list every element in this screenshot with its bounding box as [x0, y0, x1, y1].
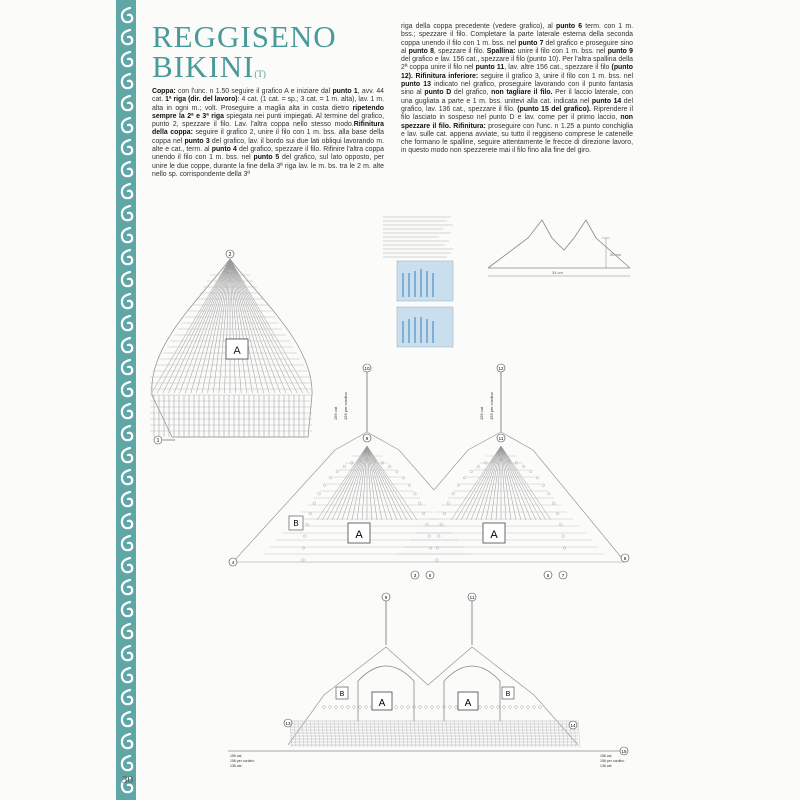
- chart-2-edge-stitch: [428, 535, 431, 538]
- chart-3-band-stitch: [458, 721, 460, 747]
- chart-3-band-stitch: [394, 721, 396, 747]
- col1-text-run: con l'unc. n 1.50 seguire il grafico A e iniziare dal: [175, 88, 333, 95]
- chart-2-cup-row: [456, 446, 501, 520]
- chart-3-band-stitch: [398, 721, 400, 747]
- chart-3-band-stitch: [498, 721, 500, 747]
- chart-3-edge-stitch: [431, 706, 434, 709]
- chart-2-edge-stitch: [542, 484, 545, 487]
- col2-bold-run: Spallina:: [486, 47, 516, 55]
- chart-2-edge-stitch: [447, 502, 450, 505]
- wave-swirl: [122, 316, 132, 330]
- wave-swirl: [122, 140, 132, 154]
- chart-3-band-stitch: [538, 721, 540, 747]
- col2-bold-run: (punto 15 del grafico).: [517, 105, 591, 113]
- chart-2-edge-stitch: [443, 512, 446, 515]
- chart-3-band-stitch: [542, 721, 544, 747]
- col2-text-run: Riprendere il filo lasciato in sospeso nel punto D e lav. come per il primo laccio,: [401, 105, 633, 122]
- col2-text-run: del grafico e lav. 156 cat., spezzare il filo (punto 10). Per l'altra spallina della 2ª coppa unire il filo nel: [401, 56, 633, 72]
- col2-text-run: del grafico, lav. 136 cat., spezzare il filo.: [401, 97, 633, 113]
- chart-2-edge-stitch: [408, 484, 411, 487]
- wave-swirl: [122, 580, 132, 594]
- wave-swirl: [122, 690, 132, 704]
- chart-3-edge-stitch: [503, 706, 506, 709]
- chart-a-row: [185, 259, 230, 393]
- wave-swirl: [122, 30, 132, 44]
- chart-3-band-stitch: [358, 721, 360, 747]
- chart-2-edge-stitch: [336, 470, 339, 473]
- col2-bold-run: punto 13: [401, 81, 431, 89]
- title-suffix: (T): [254, 69, 266, 79]
- chain-label-156-per-cordino-right: 156 per cordino: [489, 392, 494, 420]
- col1-bold-run: ripetendo sempre la 2ª e 3ª riga: [152, 104, 384, 120]
- point-2-marker: 2: [228, 252, 232, 258]
- chart-3-band-stitch: [326, 721, 328, 747]
- bottom-chain-label-right-2: 156 per cordino: [600, 759, 625, 763]
- col2-bold-run: punto 14: [591, 97, 622, 105]
- chart-3-band-stitch: [354, 721, 356, 747]
- chart-3-band-stitch: [338, 721, 340, 747]
- chart-3-band-stitch: [418, 721, 420, 747]
- wave-swirl: [122, 756, 132, 770]
- chart-3-band-stitch: [438, 721, 440, 747]
- chart-2-edge-stitch: [304, 535, 307, 538]
- wave-swirl: [122, 52, 132, 66]
- stitch-legend: [381, 213, 459, 353]
- chart-2-cup-row: [461, 446, 501, 520]
- point-marker-number: 5: [546, 573, 550, 578]
- col2-text-run: Per il laccio laterale, con una gugliata a parte e 1 m. bss. unitevi alla cat. indicata nel: [401, 89, 633, 105]
- chart-3-band-stitch: [334, 721, 336, 747]
- chart-3-edge-stitch: [329, 706, 332, 709]
- wave-swirl: [122, 360, 132, 374]
- point-marker-number: 11: [469, 595, 475, 600]
- chart-3-edge-stitch: [365, 706, 368, 709]
- wave-swirl: [122, 624, 132, 638]
- wave-swirl: [122, 404, 132, 418]
- chart-3-edge-stitch: [479, 706, 482, 709]
- chart-3-band-stitch: [478, 721, 480, 747]
- page-number: 30: [122, 774, 133, 786]
- chart-3-edge-stitch: [527, 706, 530, 709]
- wave-swirl: [122, 734, 132, 748]
- chart-3-band-stitch: [322, 721, 324, 747]
- chart-2-edge-stitch: [562, 535, 565, 538]
- col1-text-run: : 4 cat. (1 cat. = sp.; 3 cat. = 1 m. alta), lav. 1 m. alta in ogni m.; volt. Proseguire a maglia alta in costa dietro: [152, 96, 384, 112]
- col1-bold-run: punto 1: [332, 88, 358, 95]
- bottom-chain-label-left-2: 156 per cordino: [230, 759, 255, 763]
- instructions-column-2: [401, 23, 633, 156]
- chart-2-edge-stitch: [309, 512, 312, 515]
- point-marker-number: 9: [365, 436, 369, 441]
- chart-3-band-stitch: [298, 721, 300, 747]
- chart-3-edge-stitch: [515, 706, 518, 709]
- bikini-schematic: [480, 210, 640, 290]
- chart-3-band-stitch: [374, 721, 376, 747]
- chart-2-edge-stitch: [302, 559, 305, 562]
- chart-3-band-stitch: [378, 721, 380, 747]
- chart-3-edge-stitch: [359, 706, 362, 709]
- chart-2-edge-stitch: [463, 476, 466, 479]
- chart-3-band-stitch: [454, 721, 456, 747]
- point-marker-number: 14: [570, 723, 576, 728]
- chart-3-label-a-left: A: [378, 698, 386, 709]
- crochet-chart-2: [225, 360, 635, 585]
- chart-3-band-stitch: [370, 721, 372, 747]
- chart-3-band-stitch: [558, 721, 560, 747]
- chart-2-cup-row: [481, 446, 501, 520]
- chart-a-row: [152, 259, 230, 393]
- chart-2-edge-stitch: [395, 470, 398, 473]
- chart-3-band-stitch: [474, 721, 476, 747]
- chart-3-band-stitch: [362, 721, 364, 747]
- chart-3-edge-stitch: [347, 706, 350, 709]
- col2-bold-run: punto D: [424, 89, 452, 97]
- wave-swirl: [122, 162, 132, 176]
- point-marker-number: 4: [231, 560, 235, 565]
- chart-3-edge-stitch: [497, 706, 500, 709]
- schematic-width-label: 34 cm: [552, 270, 563, 275]
- col2-bold-run: punto 7: [518, 39, 544, 47]
- chart-3-edge-stitch: [455, 706, 458, 709]
- chart-2-edge-stitch: [529, 470, 532, 473]
- chart-3-band-stitch: [386, 721, 388, 747]
- chart-3-band-stitch: [426, 721, 428, 747]
- col2-text-run: , spezzare il filo.: [433, 47, 487, 55]
- chart-2-edge-stitch: [556, 512, 559, 515]
- chart-2-edge-stitch: [313, 502, 316, 505]
- chart-2-edge-stitch: [457, 484, 460, 487]
- chart-3-band-stitch: [434, 721, 436, 747]
- schematic-height-label: 20 cm: [610, 252, 621, 257]
- chart-3-band-stitch: [514, 721, 516, 747]
- chart-2-edge-stitch: [438, 535, 441, 538]
- col2-text-run: , lav. altre 156 cat., spezzare il filo: [504, 64, 612, 72]
- wave-swirl: [122, 250, 132, 264]
- chart-3-band-stitch: [518, 721, 520, 747]
- chart-3-band-stitch: [482, 721, 484, 747]
- chart-3-band-stitch: [486, 721, 488, 747]
- chart-3-label-b-right: B: [505, 691, 511, 698]
- chart-3-edge-stitch: [509, 706, 512, 709]
- wave-swirl: [122, 712, 132, 726]
- title-line-1: REGGISENO: [152, 19, 337, 54]
- wave-swirl: [122, 602, 132, 616]
- chart-2-edge-stitch: [329, 476, 332, 479]
- col2-text-run: indicato nel grafico, proseguire lavorando con il punto fantasia sino al: [401, 81, 633, 97]
- chart-2-edge-stitch: [470, 470, 473, 473]
- wave-swirl: [122, 206, 132, 220]
- chart-3-band-stitch: [562, 721, 564, 747]
- chart-3-band-stitch: [390, 721, 392, 747]
- chart-3-band-stitch: [494, 721, 496, 747]
- point-marker-number: 13: [285, 721, 291, 726]
- chart-3-band-stitch: [546, 721, 548, 747]
- point-marker-number: 9: [384, 595, 388, 600]
- wave-swirl: [122, 646, 132, 660]
- chart-3-label-a-right: A: [464, 698, 472, 709]
- wave-swirl: [122, 382, 132, 396]
- chart-2-edge-stitch: [343, 465, 346, 468]
- wave-swirl: [122, 470, 132, 484]
- bottom-chain-label-right-1: 156 cat: [600, 754, 612, 758]
- bottom-chain-label-left-3: 136 cat: [230, 764, 242, 768]
- wave-swirl: [122, 426, 132, 440]
- chart-3-band-stitch: [442, 721, 444, 747]
- chart-3-edge-stitch: [419, 706, 422, 709]
- col1-bold-run: punto 4: [211, 146, 237, 154]
- chart-3-band-stitch: [506, 721, 508, 747]
- wave-swirl: [122, 184, 132, 198]
- wave-swirl: [122, 536, 132, 550]
- chart-2-label-a-left: A: [355, 529, 363, 541]
- chart-3-band-stitch: [314, 721, 316, 747]
- chart-3-band-stitch: [446, 721, 448, 747]
- chart-a-label: A: [233, 345, 241, 357]
- chart-3-band-stitch: [366, 721, 368, 747]
- col2-text-run: seguire il grafico 3, unire il filo con 1 m. bss. nel: [478, 72, 633, 80]
- bottom-chain-label-left-1: 156 cat: [230, 754, 242, 758]
- chart-2-edge-stitch: [418, 502, 421, 505]
- chart-2-cup-row: [367, 446, 407, 520]
- chart-2-edge-stitch: [402, 476, 405, 479]
- chart-3-edge-stitch: [437, 706, 440, 709]
- chart-3-band-stitch: [510, 721, 512, 747]
- chart-2-edge-stitch: [552, 502, 555, 505]
- chart-2-edge-stitch: [452, 492, 455, 495]
- point-1-marker: 1: [156, 438, 160, 444]
- col1-bold-run: Rifinitura della coppa:: [152, 121, 384, 137]
- chart-3-band-stitch: [566, 721, 568, 747]
- col2-text-run: del grafico,: [451, 89, 492, 97]
- chart-2-cup-row: [347, 446, 367, 520]
- title-line-2: BIKINI(T): [152, 49, 266, 84]
- chart-3-band-stitch: [522, 721, 524, 747]
- chart-3-band-stitch: [318, 721, 320, 747]
- chart-3-edge-stitch: [407, 706, 410, 709]
- chart-3-band-stitch: [526, 721, 528, 747]
- col2-bold-run: punto 6: [555, 23, 583, 30]
- chart-2-edge-stitch: [522, 465, 525, 468]
- col2-text-run: proseguire con l'unc. n 1.25 a punto conchiglia e lav. sulle cat. appena avviate, su tutto il reggiseno comprese le catenelle che formano le spalline, seguire attentamente le frecce di direzione lavoro, in questo modo non spezzerete mai il filo fino alla fine del giro.: [401, 122, 633, 155]
- chart-2-cup-row: [501, 446, 541, 520]
- wave-swirl: [122, 8, 132, 22]
- bottom-chain-label-right-3: 136 cat: [600, 764, 612, 768]
- chain-label-156-per-cordino-left: 156 per cordino: [343, 392, 348, 420]
- col1-bold-run: 1ª riga (dir. del lavoro): [165, 96, 238, 104]
- wave-swirl: [122, 272, 132, 286]
- chart-3-edge-stitch: [353, 706, 356, 709]
- chart-a-row: [157, 259, 230, 393]
- decorative-wave-border: [116, 0, 136, 800]
- point-marker-number: 12: [498, 366, 504, 371]
- page-title: [152, 19, 337, 89]
- col2-bold-run: punto 11: [475, 64, 505, 72]
- chart-2-cup-row: [367, 446, 387, 520]
- col2-bold-run: non tagliare il filo.: [491, 89, 553, 97]
- chart-3-band-stitch: [470, 721, 472, 747]
- chart-3-band-stitch: [430, 721, 432, 747]
- chart-3-band-stitch: [550, 721, 552, 747]
- chart-3-edge-stitch: [485, 706, 488, 709]
- chart-3-edge-stitch: [533, 706, 536, 709]
- crochet-chart-3: [228, 585, 638, 775]
- col2-bold-run: (punto 12).: [401, 64, 633, 80]
- chart-2-edge-stitch: [426, 523, 429, 526]
- point-marker-number: 10: [364, 366, 370, 371]
- chart-a-row: [168, 259, 230, 393]
- wave-swirl: [122, 448, 132, 462]
- chart-2-edge-stitch: [436, 559, 439, 562]
- chart-3-band-stitch: [530, 721, 532, 747]
- chart-3-band-stitch: [410, 721, 412, 747]
- col1-text-run: spiegata nei punti impiegati. Al termine del grafico, punto 2, spezzare il filo. Lav. l'altra coppa nello stesso modo.: [152, 112, 384, 129]
- chart-2-edge-stitch: [414, 492, 417, 495]
- chart-3-band-stitch: [422, 721, 424, 747]
- chart-2-label-b: B: [293, 519, 299, 528]
- col2-bold-run: Rifinitura inferiore:: [415, 72, 479, 80]
- chart-3-edge-stitch: [521, 706, 524, 709]
- chart-3-edge-stitch: [539, 706, 542, 709]
- point-marker-number: 8: [623, 556, 627, 561]
- col2-bold-run: punto 8: [408, 47, 434, 55]
- col2-text-run: del grafico e proseguire sino al: [401, 39, 633, 55]
- chart-3-edge-stitch: [401, 706, 404, 709]
- wave-swirl: [122, 228, 132, 242]
- chart-2-edge-stitch: [536, 476, 539, 479]
- chart-3-band-stitch: [342, 721, 344, 747]
- col2-text-run: unire il filo con 1 m. bss. nel: [515, 47, 608, 55]
- chart-2-edge-stitch: [306, 523, 309, 526]
- chart-3-band-stitch: [402, 721, 404, 747]
- point-marker-number: 6: [428, 573, 432, 578]
- chart-3-label-b-left: B: [339, 691, 345, 698]
- chart-3-band-stitch: [302, 721, 304, 747]
- chain-label-156-left: 156 cat: [333, 406, 338, 420]
- chart-3-band-stitch: [310, 721, 312, 747]
- wave-swirl: [122, 96, 132, 110]
- chart-2-edge-stitch: [477, 465, 480, 468]
- chart-3-band-stitch: [350, 721, 352, 747]
- wave-swirl: [122, 118, 132, 132]
- chart-3-edge-stitch: [335, 706, 338, 709]
- point-marker-number: 11: [498, 436, 504, 441]
- chart-2-cup-row: [501, 446, 521, 520]
- chart-2-edge-stitch: [323, 484, 326, 487]
- chart-2-edge-stitch: [548, 492, 551, 495]
- wave-swirl: [122, 338, 132, 352]
- wave-swirl: [122, 558, 132, 572]
- wave-swirl: [122, 514, 132, 528]
- chart-3-band-stitch: [382, 721, 384, 747]
- chart-2-cup-row: [327, 446, 367, 520]
- chart-2-edge-stitch: [560, 523, 563, 526]
- chart-2-edge-stitch: [440, 523, 443, 526]
- chart-3-edge-stitch: [491, 706, 494, 709]
- col1-bold-run: Coppa:: [152, 88, 176, 95]
- point-marker-number: 15: [621, 749, 627, 754]
- chart-3-edge-stitch: [323, 706, 326, 709]
- wave-swirl: [122, 74, 132, 88]
- chain-label-156-right: 156 cat: [479, 406, 484, 420]
- chart-3-band-stitch: [554, 721, 556, 747]
- chart-2-edge-stitch: [422, 512, 425, 515]
- col1-text-run: del grafico, sul lato opposto, per unire le due coppe, durante la fine della 3ª riga lav. le m. bs. tra le 2 m. alte nello sp. corrispondente della 3ª: [152, 154, 385, 178]
- chart-2-outline: [233, 432, 625, 562]
- wave-swirl: [122, 492, 132, 506]
- chart-3-band-stitch: [346, 721, 348, 747]
- chart-3-band-stitch: [462, 721, 464, 747]
- col2-text-run: riga della coppa precedente (vedere grafico), al: [401, 23, 556, 30]
- chart-3-band-stitch: [406, 721, 408, 747]
- point-marker-number: 3: [413, 573, 417, 578]
- chart-2-edge-stitch: [388, 465, 391, 468]
- wave-swirl: [122, 668, 132, 682]
- chart-a-row: [163, 259, 230, 393]
- chart-3-edge-stitch: [449, 706, 452, 709]
- chart-2-label-a-right: A: [490, 529, 498, 541]
- chart-2-edge-stitch: [318, 492, 321, 495]
- col1-text-run: , avv. 44 cat.: [152, 88, 384, 104]
- col1-bold-run: punto 5: [253, 154, 280, 162]
- col1-text-run: seguire il grafico 2, unire il filo con 1 m. bss. alla base della coppa nel: [152, 129, 384, 145]
- chart-3-edge-stitch: [341, 706, 344, 709]
- chart-3-band-stitch: [578, 721, 580, 747]
- point-marker-number: 7: [561, 573, 565, 578]
- chart-3-edge-stitch: [425, 706, 428, 709]
- col2-bold-run: non spezzare il filo.: [401, 114, 633, 130]
- chart-3-band-stitch: [414, 721, 416, 747]
- chart-3-band-stitch: [490, 721, 492, 747]
- chart-3-band-stitch: [450, 721, 452, 747]
- chart-3-band-stitch: [306, 721, 308, 747]
- wave-swirl: [122, 294, 132, 308]
- chart-3-edge-stitch: [395, 706, 398, 709]
- chart-a-row: [180, 259, 230, 393]
- col2-text-run: term. con 1 m. bss.; spezzare il filo. Completare la parte laterale esterna della seconda coppa unendo il filo con 1 m. bss. nel: [401, 23, 634, 47]
- col1-text-run: del grafico, lav. il bordo sui due lati obliqui lavorando m. alte e cat., term. al: [152, 137, 384, 154]
- col1-text-run: del grafico, spezzare il filo. Rifinire l'altra coppa unendo il filo con 1 m. bss. nel: [152, 146, 384, 162]
- chart-3-band-stitch: [502, 721, 504, 747]
- chart-3-band-stitch: [330, 721, 332, 747]
- instructions-column-1: [152, 88, 384, 179]
- col2-bold-run: punto 9: [607, 47, 633, 55]
- col2-bold-run: Rifinitura:: [453, 122, 486, 130]
- chart-3-band-stitch: [466, 721, 468, 747]
- col1-bold-run: punto 3: [184, 137, 210, 145]
- chart-3-band-stitch: [534, 721, 536, 747]
